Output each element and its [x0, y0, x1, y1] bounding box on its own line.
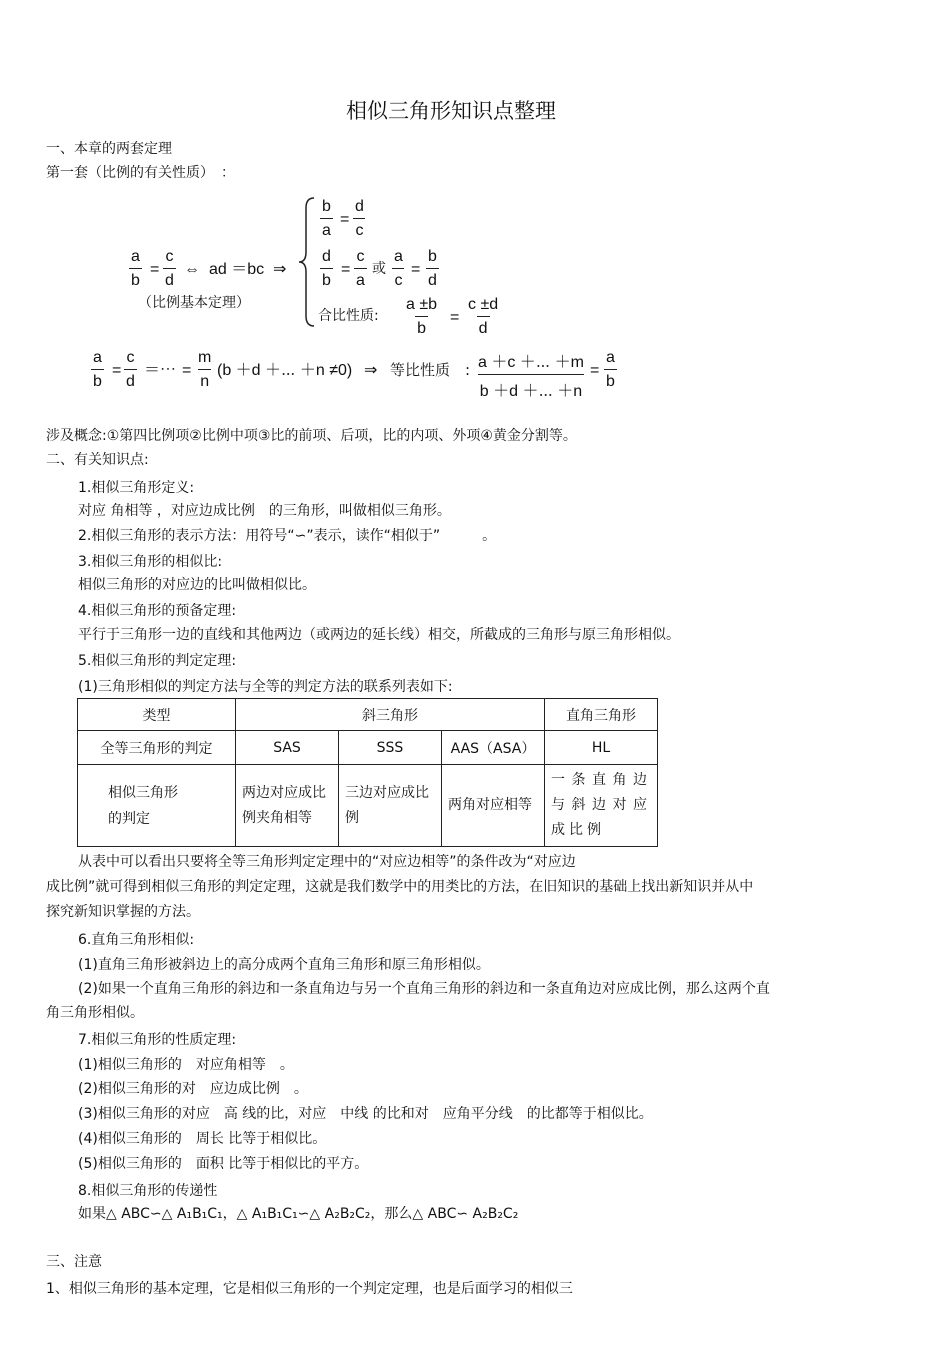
frac-b-a: $\frac{b}{a}$	[322, 198, 331, 239]
frac-c-d: $\frac{c}{d}$	[165, 248, 174, 289]
table-cell: AAS（ASA）	[442, 731, 545, 765]
item-5-heading: 5.相似三角形的判定定理:	[78, 653, 237, 669]
table-cell: 两边对应成比例夹角相等	[236, 765, 339, 847]
frac-b-d: $\frac{b}{d}$	[428, 248, 437, 289]
comparison-table	[77, 698, 658, 847]
table-header-right: 直角三角形	[545, 699, 658, 731]
implies-symbol: ⇒	[273, 261, 287, 278]
item-8-text: 如果△ ABC∽△ A₁B₁C₁，△ A₁B₁C₁∽△ A₂B₂C₂，那么△ ABC∽ A₂B₂C₂	[78, 1206, 519, 1222]
frac-d-b: $\frac{d}{b}$	[322, 248, 331, 289]
eq-sign: =	[590, 362, 600, 379]
item-5-sub: (1)三角形相似的判定方法与全等的判定方法的联系列表如下:	[78, 679, 453, 695]
eq-sign: =	[340, 211, 350, 228]
implies-symbol: ⇒	[364, 362, 378, 379]
section-heading-3: 三、注意	[46, 1254, 102, 1270]
frac-apmb-b: $\frac{a \pm b}{b}$	[406, 296, 438, 337]
item-2-text: 2.相似三角形的表示方法：用符号“∽”表示，读作“相似于” 。	[78, 528, 497, 544]
table-cell: HL	[545, 731, 658, 765]
item-7-4: (4)相似三角形的 周长 比等于相似比。	[78, 1131, 327, 1147]
page-title: 相似三角形知识点整理	[346, 99, 556, 123]
section-heading-2: 二、有关知识点:	[46, 452, 149, 468]
item-7-1: (1)相似三角形的 对应角相等 。	[78, 1057, 294, 1073]
item-6-heading: 6.直角三角形相似:	[78, 932, 195, 948]
eq-sign: =	[341, 261, 351, 278]
item-7-3: (3)相似三角形的对应 高 线的比，对应 中线 的比和对 应角平分线 的比都等于相似比。	[78, 1106, 653, 1122]
eq-sign: =	[411, 261, 421, 278]
paragraph-line: 从表中可以看出只要将全等三角形判定定理中的“对应边相等”的条件改为“对应边	[78, 854, 576, 870]
item-7-5: (5)相似三角形的 面积 比等于相似比的平方。	[78, 1156, 369, 1172]
table-cell: 两角对应相等	[442, 765, 545, 847]
ad-bc: ad ＝bc	[209, 261, 265, 278]
frac-a-b-2: $\frac{a}{b}$	[93, 349, 102, 390]
item-6-1: (1)直角三角形被斜边上的高分成两个直角三角形和原三角形相似。	[78, 957, 490, 973]
paragraph-line: 探究新知识掌握的方法。	[46, 904, 200, 920]
condition: (b ＋d ＋⋯ ＋n ≠0)	[217, 362, 353, 379]
frac-a-b: $\frac{a}{b}$	[131, 248, 140, 289]
frac-c-a: $\frac{c}{a}$	[356, 248, 365, 289]
frac-c-d-2: $\frac{c}{d}$	[126, 349, 135, 390]
table-header-type: 类型	[78, 699, 236, 731]
table-row-label-congruent: 全等三角形的判定	[78, 731, 236, 765]
item-3-text: 相似三角形的对应边的比叫做相似比。	[78, 577, 316, 593]
item-4-heading: 4.相似三角形的预备定理:	[78, 603, 237, 619]
basic-theorem-label: （比例基本定理）	[138, 295, 250, 311]
section-subheading-1: 第一套（比例的有关性质） ：	[46, 165, 235, 181]
eq-sign: =	[112, 362, 122, 379]
item-1-text: 对应 角相等 ，对应边成比例 的三角形，叫做相似三角形。	[78, 503, 451, 519]
frac-cpmd-d: $\frac{c \pm d}{d}$	[468, 296, 499, 337]
section-heading-1: 一、本章的两套定理	[46, 141, 172, 157]
paragraph-line: 成比例”就可得到相似三角形的判定定理，这就是我们数学中的用类比的方法，在旧知识的基础上找出新知识并从中	[46, 879, 754, 895]
or-label: 或	[372, 261, 386, 277]
iff-symbol: ⇔	[184, 261, 200, 278]
item-6-2a: (2)如果一个直角三角形的斜边和一条直角边与另一个直角三角形的斜边和一条直角边对应成比例，那么这两个直	[78, 981, 770, 997]
left-brace-icon	[296, 196, 318, 328]
table-row-label-similar: 相似三角形 的判定	[78, 765, 236, 847]
item-8-heading: 8.相似三角形的传递性	[78, 1183, 218, 1199]
frac-a-b-3: $\frac{a}{b}$	[606, 349, 615, 390]
table-cell: SAS	[236, 731, 339, 765]
dots: ＝⋯	[144, 362, 177, 379]
item-3-heading: 3.相似三角形的相似比:	[78, 554, 223, 570]
table-header-oblique: 斜三角形	[236, 699, 545, 731]
hebi-label: 合比性质:	[318, 308, 379, 324]
frac-a-c: $\frac{a}{c}$	[394, 248, 403, 289]
eq-sign: =	[182, 362, 192, 379]
table-cell: 一条直角边与斜边对应成比例	[545, 765, 658, 847]
table-cell: SSS	[339, 731, 442, 765]
dengbi-label: 等比性质 :	[390, 361, 471, 379]
frac-m-n: $\frac{m}{n}$	[198, 349, 212, 390]
item-7-2: (2)相似三角形的对 应边成比例 。	[78, 1081, 308, 1097]
note-1: 1、相似三角形的基本定理，它是相似三角形的一个判定定理，也是后面学习的相似三	[46, 1281, 573, 1297]
item-4-text: 平行于三角形一边的直线和其他两边（或两边的延长线）相交，所截成的三角形与原三角形相似。	[78, 627, 680, 643]
frac-sum: $\frac{a +c +\cdots +m}{b +d +\cdots +n}$	[478, 354, 584, 400]
item-6-2b: 角三角形相似。	[46, 1005, 144, 1021]
table-cell: 三边对应成比例	[339, 765, 442, 847]
item-1-heading: 1.相似三角形定义:	[78, 480, 195, 496]
eq-sign: =	[150, 261, 160, 278]
frac-d-c: $\frac{d}{c}$	[355, 198, 364, 239]
item-7-heading: 7.相似三角形的性质定理:	[78, 1032, 237, 1048]
concepts-line: 涉及概念:①第四比例项②比例中项③比的前项、后项，比的内项、外项④黄金分割等。	[46, 428, 577, 444]
eq-sign: =	[450, 309, 460, 326]
